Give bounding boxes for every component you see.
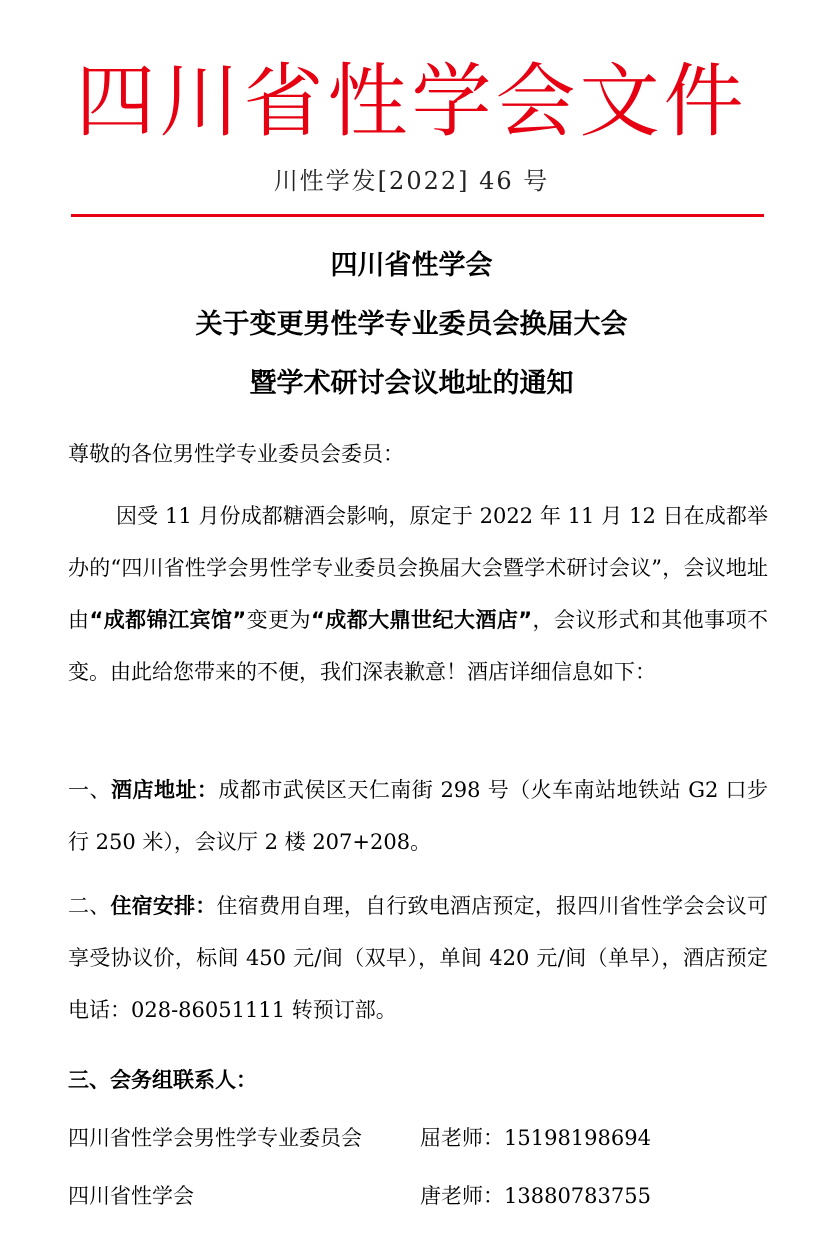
body-paragraph	[68, 490, 768, 698]
section-label: 住宿安排：	[110, 894, 217, 918]
section-text: 住宿费用自理，自行致电酒店预定，报四川省性学会会议可享受协议价，标间 450 元/间（双早），单间 420 元/间（单早），酒店预定电话：028-86051111 转预订部。	[68, 894, 768, 1022]
notice-title-line-1: 四川省性学会	[330, 250, 493, 281]
new-venue: “成都大鼎世纪大酒店”	[311, 608, 533, 632]
section-prefix: 二、	[68, 894, 111, 918]
contact-row	[68, 1112, 768, 1164]
section-hotel-address	[68, 764, 768, 868]
body-text-part-2: 变更为	[246, 608, 311, 632]
section-text: 成都市武侯区天仁南街 298 号（火车南站地铁站 G2 口步行 250 米），会议厅 2 楼 207+208。	[68, 778, 769, 854]
contact-person-phone: 屈老师：15198198694	[420, 1126, 651, 1150]
contact-org: 四川省性学会	[68, 1184, 194, 1208]
contact-person-phone: 唐老师：13880783755	[420, 1184, 651, 1208]
notice-title-line-3: 暨学术研讨会议地址的通知	[249, 368, 574, 399]
contact-row	[68, 1170, 768, 1222]
masthead-title: 四川省性学会文件	[75, 55, 748, 148]
body-text-part-1: 因受 11 月份成都糖酒会影响，原定于 2022 年 11 月 12 日在成都举办的“四川省性学会男性学专业委员会换届大会暨学术研讨会议”，会议地址由	[68, 504, 768, 632]
section-prefix: 一、	[68, 778, 111, 802]
body-text-part-3: ，会议形式和其他事项不变。由此给您带来的不便，我们深表歉意！酒店详细信息如下：	[68, 608, 769, 684]
section-label: 酒店地址：	[110, 778, 219, 802]
notice-title-line-2: 关于变更男性学专业委员会换届大会	[195, 309, 628, 340]
salutation: 尊敬的各位男性学专业委员会委员：	[68, 442, 404, 466]
contact-org: 四川省性学会男性学专业委员会	[68, 1126, 362, 1150]
section-contacts-heading: 三、会务组联系人：	[68, 1068, 257, 1092]
section-accommodation	[68, 880, 768, 1036]
document-number: 川性学发[2022] 46 号	[273, 167, 550, 195]
old-venue: “成都锦江宾馆”	[89, 608, 247, 632]
red-divider-line	[71, 214, 764, 217]
